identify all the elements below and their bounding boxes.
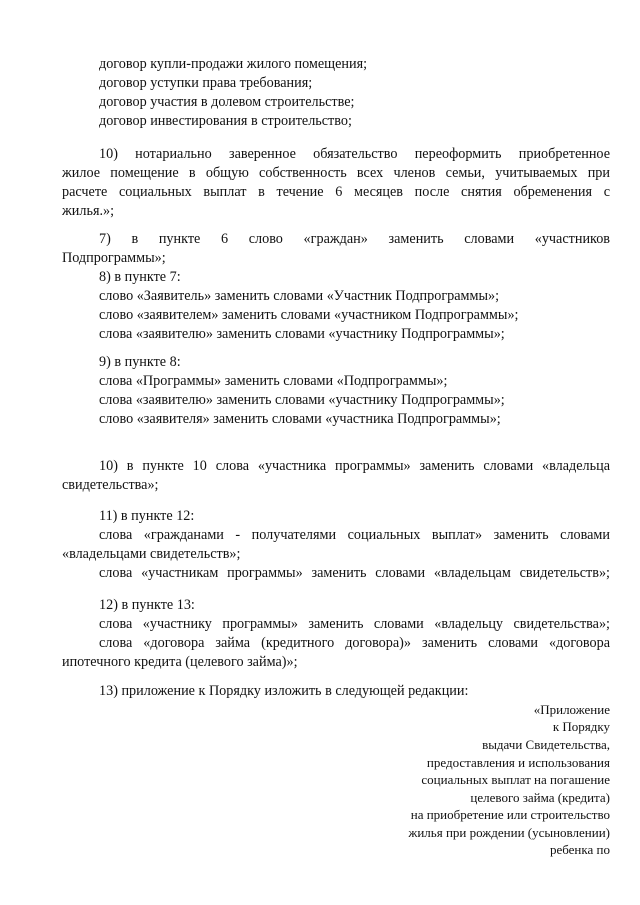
text-line: слова «заявителю» заменить словами «участнику Подпрограммы»; bbox=[99, 326, 505, 342]
appendix-header-line: к Порядку bbox=[552, 719, 610, 734]
paragraph-line: ипотечного кредита (целевого займа)»; bbox=[62, 654, 298, 670]
text-line: договор инвестирования в строительство; bbox=[99, 113, 352, 129]
paragraph-line: слова «договора займа (кредитного договора)» заменить словами «договора bbox=[99, 635, 610, 651]
paragraph-line: слова «участнику программы» заменить словами «владельцу свидетельства»; bbox=[99, 616, 610, 632]
text-line: 12) в пункте 13: bbox=[99, 597, 195, 613]
paragraph-line: жилья.»; bbox=[62, 203, 115, 219]
text-line: слова «Программы» заменить словами «Подпрограммы»; bbox=[99, 373, 448, 389]
appendix-header-line: ребенка по bbox=[549, 842, 610, 857]
text-line: 8) в пункте 7: bbox=[99, 269, 181, 285]
appendix-header-line: социальных выплат на погашение bbox=[421, 772, 610, 787]
text-line: слово «заявителя» заменить словами «участника Подпрограммы»; bbox=[99, 411, 501, 427]
appendix-header-line: предоставления и использования bbox=[426, 755, 610, 770]
paragraph-line: слова «участникам программы» заменить словами «владельцам свидетельств»; bbox=[99, 565, 610, 581]
paragraph-line: 10) в пункте 10 слова «участника программы» заменить словами «владельца bbox=[99, 458, 610, 474]
paragraph-line: Подпрограммы»; bbox=[62, 250, 166, 266]
paragraph-line: 7) в пункте 6 слово «граждан» заменить словами «участников bbox=[99, 231, 610, 247]
text-line: договор купли-продажи жилого помещения; bbox=[99, 56, 368, 72]
appendix-header-line: «Приложение bbox=[533, 702, 610, 717]
appendix-header-line: жилья при рождении (усыновлении) bbox=[408, 825, 610, 840]
paragraph-line: свидетельства»; bbox=[62, 477, 159, 493]
appendix-header-line: целевого займа (кредита) bbox=[470, 790, 610, 805]
paragraph-line: жилое помещение в общую собственность всех членов семьи, учитываемых при bbox=[62, 165, 610, 181]
text-line: слово «заявителем» заменить словами «участником Подпрограммы»; bbox=[99, 307, 519, 323]
paragraph-line: расчете социальных выплат в течение 6 месяцев после снятия обременения с bbox=[62, 184, 610, 200]
text-line: 11) в пункте 12: bbox=[99, 508, 195, 524]
paragraph-line: «владельцами свидетельств»; bbox=[62, 546, 241, 562]
appendix-header-line: на приобретение или строительство bbox=[410, 807, 610, 822]
paragraph-line: слова «гражданами - получателями социальных выплат» заменить словами bbox=[99, 527, 610, 543]
text-line: 13) приложение к Порядку изложить в следующей редакции: bbox=[99, 683, 469, 699]
text-line: слова «заявителю» заменить словами «участнику Подпрограммы»; bbox=[99, 392, 505, 408]
appendix-header-line: выдачи Свидетельства, bbox=[482, 737, 610, 752]
paragraph-line: 10) нотариально заверенное обязательство переоформить приобретенное bbox=[99, 146, 610, 162]
text-line: договор уступки права требования; bbox=[99, 75, 313, 91]
text-line: договор участия в долевом строительстве; bbox=[99, 94, 355, 110]
text-line: 9) в пункте 8: bbox=[99, 354, 181, 370]
text-line: слово «Заявитель» заменить словами «Участник Подпрограммы»; bbox=[99, 288, 500, 304]
